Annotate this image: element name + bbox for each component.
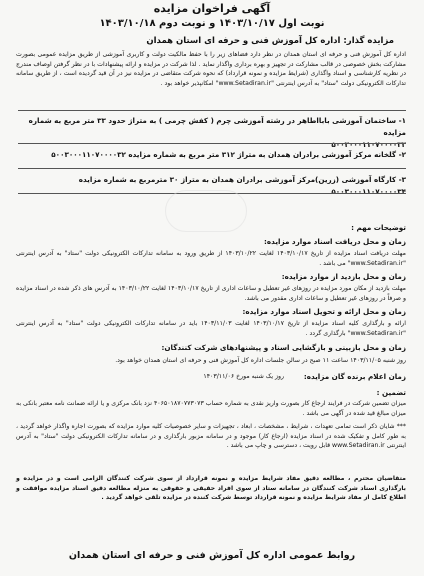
- guarantee-text: میزان تضمین شرکت در فرایند ارجاع کار بصورت واریز نقدی به شماره حساب ۴۰۶۵۰۱۸۷۰۷۷۳۰۷۳ نزد بانک مرکزی و یا ارائه ضمانت نامه معتبر بانکی به میزان مبالغ قید شده در آگهی می باشد .: [16, 400, 407, 417]
- winner-text: روز یک شنبه مورخ ۱۴۰۳/۱۱/۰۶: [203, 373, 284, 380]
- auction-item-2-text: ۲- گلخانه مرکز آموزشی برادران همدان به متراژ ۳۱۲ متر مربع به شماره مزایده ۵۰۰۳۰۰۰۱۱۰۷۰۰۰۰۳۲: [51, 150, 406, 159]
- organizer-line: مزایده گذار: اداره کل آموزش فنی و حرفه ای استان همدان: [146, 36, 394, 46]
- opening-text: روز شنبه ۱۴۰۳/۱۱/۰۵ ساعت ۱۱ صبح در سالن جلسات اداره کل آموزش فنی و حرفه ای استان همدان خواهد بود.: [115, 357, 406, 364]
- auction-item-3-text: ۳- کارگاه آموزشی (زرین)مرکز آموزشی برادران همدان به متراژ ۳۰ مترمربع به شماره مزایده ۵۰۰۳۰۰۰۱۱۰۷۰۰۰۰۳۴: [78, 175, 406, 196]
- applicants-text: متقاضیان محترم ، مطالعه دقیق مفاد شرایط مزایده و نمونه قرارداد از سوی شرکت کنندگان الزامی است و در مزایده و بارگذاری اسناد شرکت کنندگان در سامانه ستاد از سوی افراد حقیقی و حقوقی به منزله مطالعه دقیق اسناد مزایده موافقت و اطلاع کامل از مفاد شرایط مزایده و نمونه قرارداد توسط شرکت کننده در مزایده تلقی خواهد گردید .: [16, 475, 406, 502]
- submit-title: زمان و محل ارائه و تحویل اسناد موارد مزایده:: [242, 307, 406, 316]
- divider: [18, 110, 406, 111]
- divider: [18, 143, 406, 144]
- info-text: *** شایان ذکر است تمامی تعهدات ، شرایط ، مشخصات ، ابعاد ، تجهیزات و سایر خصوصیات کلیه موارد مزایده که بصورت اجاره واگذار خواهد گردید ، به طور کامل و تفکیک شده در اسناد مزایده (ارجاع کار) موجود و در سامانه مزبور بارگذاری و در سامانه تدارکات الکترونیکی دولت "ستاد" به آدرس اینترنتی www.Setadiran.ir قابل رویت ، دسترسی و چاپ می باشد .: [16, 423, 406, 450]
- auction-item-1-text: ۱- ساختمان آموزشی بابااطاهر در رشته آموزشی چرم ( کفش چرمی ) به متراژ حدود ۳۳ متر مربع به شماره مزایده: [28, 116, 406, 137]
- publication-dates: نوبت اول ۱۴۰۳/۱۰/۱۷ و نوبت دوم ۱۴۰۳/۱۰/۱۸: [99, 18, 325, 29]
- opening-title: زمان و محل بازبینی و بازگشایی اسناد و پیشنهادهای شرکت کنندگان:: [161, 343, 406, 352]
- notes-title: توضیحات مهم :: [351, 223, 406, 232]
- receive-title: زمان و محل دریافت اسناد موارد مزایده:: [264, 237, 406, 246]
- auction-item-1: [14, 115, 406, 151]
- receive-text: مهلت دریافت اسناد مزایده از تاریخ ۱۴۰۳/۱۰/۱۷ لغایت ۱۴۰۳/۱۰/۲۲ از طریق ورود به سامانه تدارکات الکترونیکی دولت "ستاد" به آدرس اینترنتی "www.Setadiran.ir" می باشد .: [16, 250, 406, 267]
- guarantee-title: تضمین :: [376, 388, 406, 397]
- winner-title: زمان اعلام برنده گان مزایده:: [303, 372, 406, 381]
- intro-paragraph: اداره کل آموزش فنی و حرفه ای استان همدان در نظر دارد فضاهای زیر را با حفظ مالکیت دولت و کاربری آموزشی از طریق مزایده عمومی بصورت مشارکت بخش خصوصی در قالب مشارکت در تجهیز و بهره برداری واگذار نماید . لذا شرکت در مزایده و ارائه پیشنهادات با در نظر گرفتن اوصاف مندرج در نظریه کارشناسی و اسناد واگذاری (شرایط مزایده و نمونه قرارداد) که نحوه شرکت متقاضی در مزایده نیز در آن قید گردیده است ، از طریق سامانه تدارکات الکترونیکی دولت "ستاد" به آدرس اینترنتی "www.Setadiran.ir" امکانپذیر خواهد بود .: [16, 51, 406, 87]
- page-title: آگهی فراخوان مزایده: [153, 2, 271, 15]
- submit-text: ارائه و بارگذاری کلیه اسناد مزایده از تاریخ ۱۴۰۳/۱۰/۱۷ لغایت ۱۴۰۳/۱۱/۰۳ باید در سامانه تدارکات الکترونیکی دولت "ستاد" به آدرس اینترنتی "www.Setadiran.ir" بارگذاری گردد .: [16, 320, 406, 337]
- auction-item-2: [14, 149, 406, 161]
- divider: [18, 168, 406, 169]
- visit-title: زمان و محل بازدید از موارد مزایده:: [281, 272, 406, 281]
- auction-item-1-number: ۵۰۰۳۰۰۰۱۱۰۷۰۰۰۰۳۳: [331, 140, 406, 149]
- watermark-seal: [165, 190, 247, 232]
- visit-text: مهلت بازدید از مکان مورد مزایده در روزهای غیر تعطیل و ساعات اداری از تاریخ ۱۴۰۳/۱۰/۱۷ لغایت ۱۴۰۳/۱۰/۲۲ به آدرس های ذکر شده در اسناد مزایده و صرفاً در روزهای غیر تعطیل و ساعات اداری مقدور می باشد.: [16, 285, 406, 302]
- footer-signature: روابط عمومی اداره کل آموزش فنی و حرفه ای استان همدان: [68, 550, 356, 561]
